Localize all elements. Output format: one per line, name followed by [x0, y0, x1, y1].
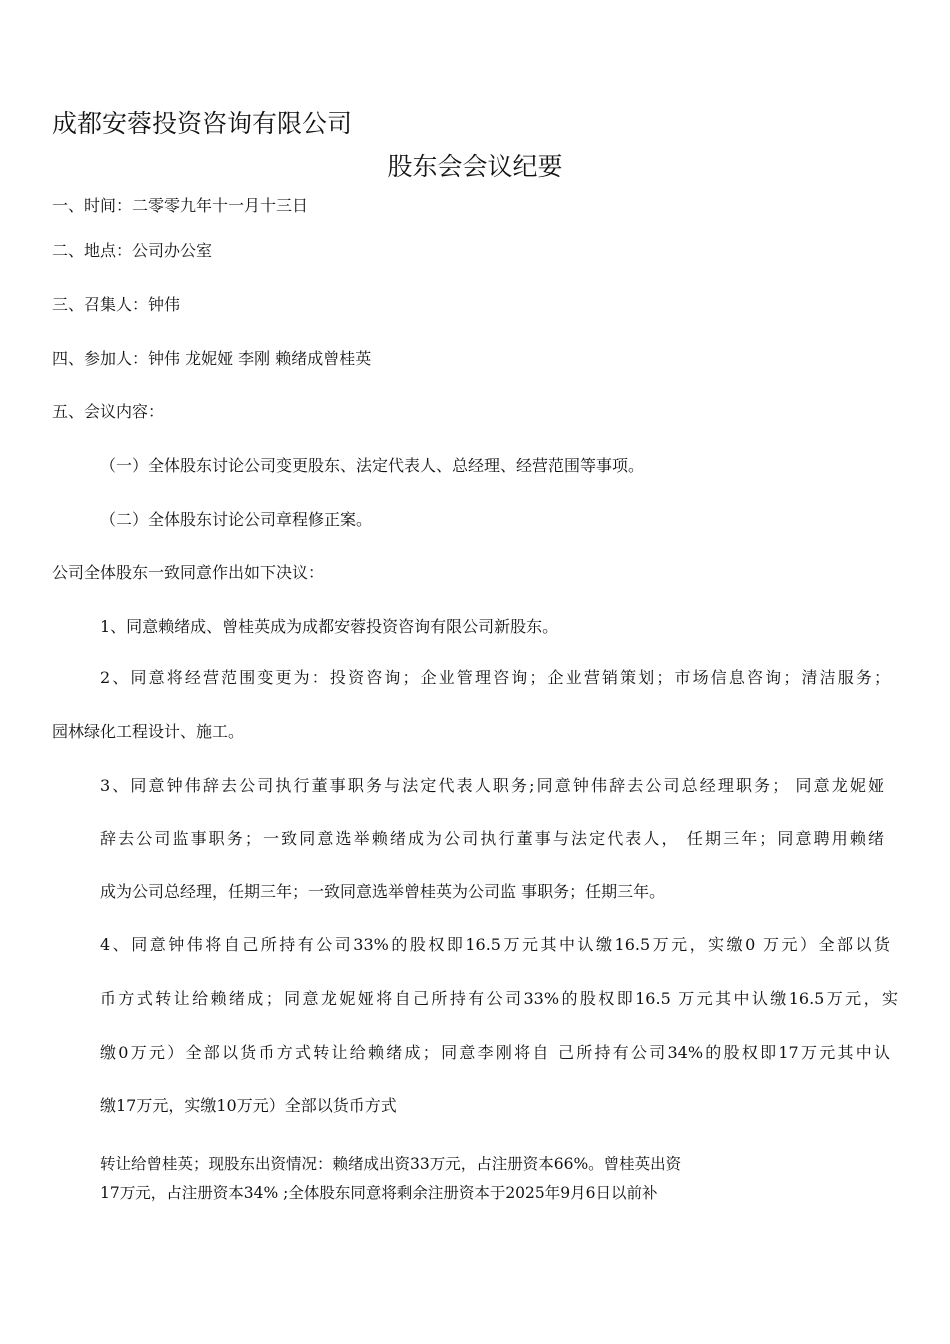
agenda-item-1: （一）全体股东讨论公司变更股东、法定代表人、总经理、经营范围等事项。 [100, 456, 645, 475]
resolution-2-line-2: 园林绿化工程设计、施工。 [52, 722, 245, 741]
resolution-4-line-2: 币方式转让给赖绪成；同意龙妮娅将自己所持有公司33%的股权即16.5 万元其中认缴16.5万元，实 [100, 989, 898, 1008]
agenda-item-2: （二）全体股东讨论公司章程修正案。 [100, 510, 373, 529]
company-name: 成都安蓉投资咨询有限公司 [52, 109, 353, 138]
resolution-2-line-1: 2、同意将经营范围变更为：投资咨询；企业管理咨询；企业营销策划；市场信息咨询；清洁服务； [100, 668, 890, 687]
document-title: 股东会会议纪要 [387, 152, 563, 181]
footer-line-1: 转让给曾桂英；现股东出资情况：赖绪成出资33万元，占注册资本66%。曾桂英出资 [100, 1155, 682, 1173]
resolution-4-line-1: 4、同意钟伟将自己所持有公司33%的股权即16.5万元其中认缴16.5万元，实缴0 万元）全部以货 [100, 935, 890, 954]
resolution-3-line-3: 成为公司总经理，任期三年；一致同意选举曾桂英为公司监 事职务；任期三年。 [100, 882, 666, 901]
meeting-participants: 四、参加人：钟伟 龙妮娅 李刚 赖绪成曾桂英 [52, 349, 372, 368]
resolution-intro: 公司全体股东一致同意作出如下决议： [52, 563, 325, 582]
resolution-3-line-1: 3、同意钟伟辞去公司执行董事职务与法定代表人职务;同意钟伟辞去公司总经理职务； 同意龙妮娅 [100, 776, 884, 795]
meeting-content-heading: 五、会议内容： [52, 402, 165, 421]
meeting-time: 一、时间：二零零九年十一月十三日 [52, 196, 309, 215]
meeting-place: 二、地点：公司办公室 [52, 241, 213, 260]
resolution-4-line-3: 缴0万元）全部以货币方式转让给赖绪成；同意李刚将自 己所持有公司34%的股权即17万元其中认 [100, 1043, 890, 1062]
resolution-3-line-2: 辞去公司监事职务；一致同意选举赖绪成为公司执行董事与法定代表人， 任期三年；同意聘用赖绪 [100, 829, 884, 848]
meeting-convener: 三、召集人：钟伟 [52, 295, 181, 314]
resolution-4-line-4: 缴17万元，实缴10万元）全部以货币方式 [100, 1096, 397, 1115]
resolution-1: 1、同意赖绪成、曾桂英成为成都安蓉投资咨询有限公司新股东。 [100, 617, 559, 636]
footer-line-2: 17万元，占注册资本34% ;全体股东同意将剩余注册资本于2025年9月6日以前补 [100, 1184, 658, 1202]
